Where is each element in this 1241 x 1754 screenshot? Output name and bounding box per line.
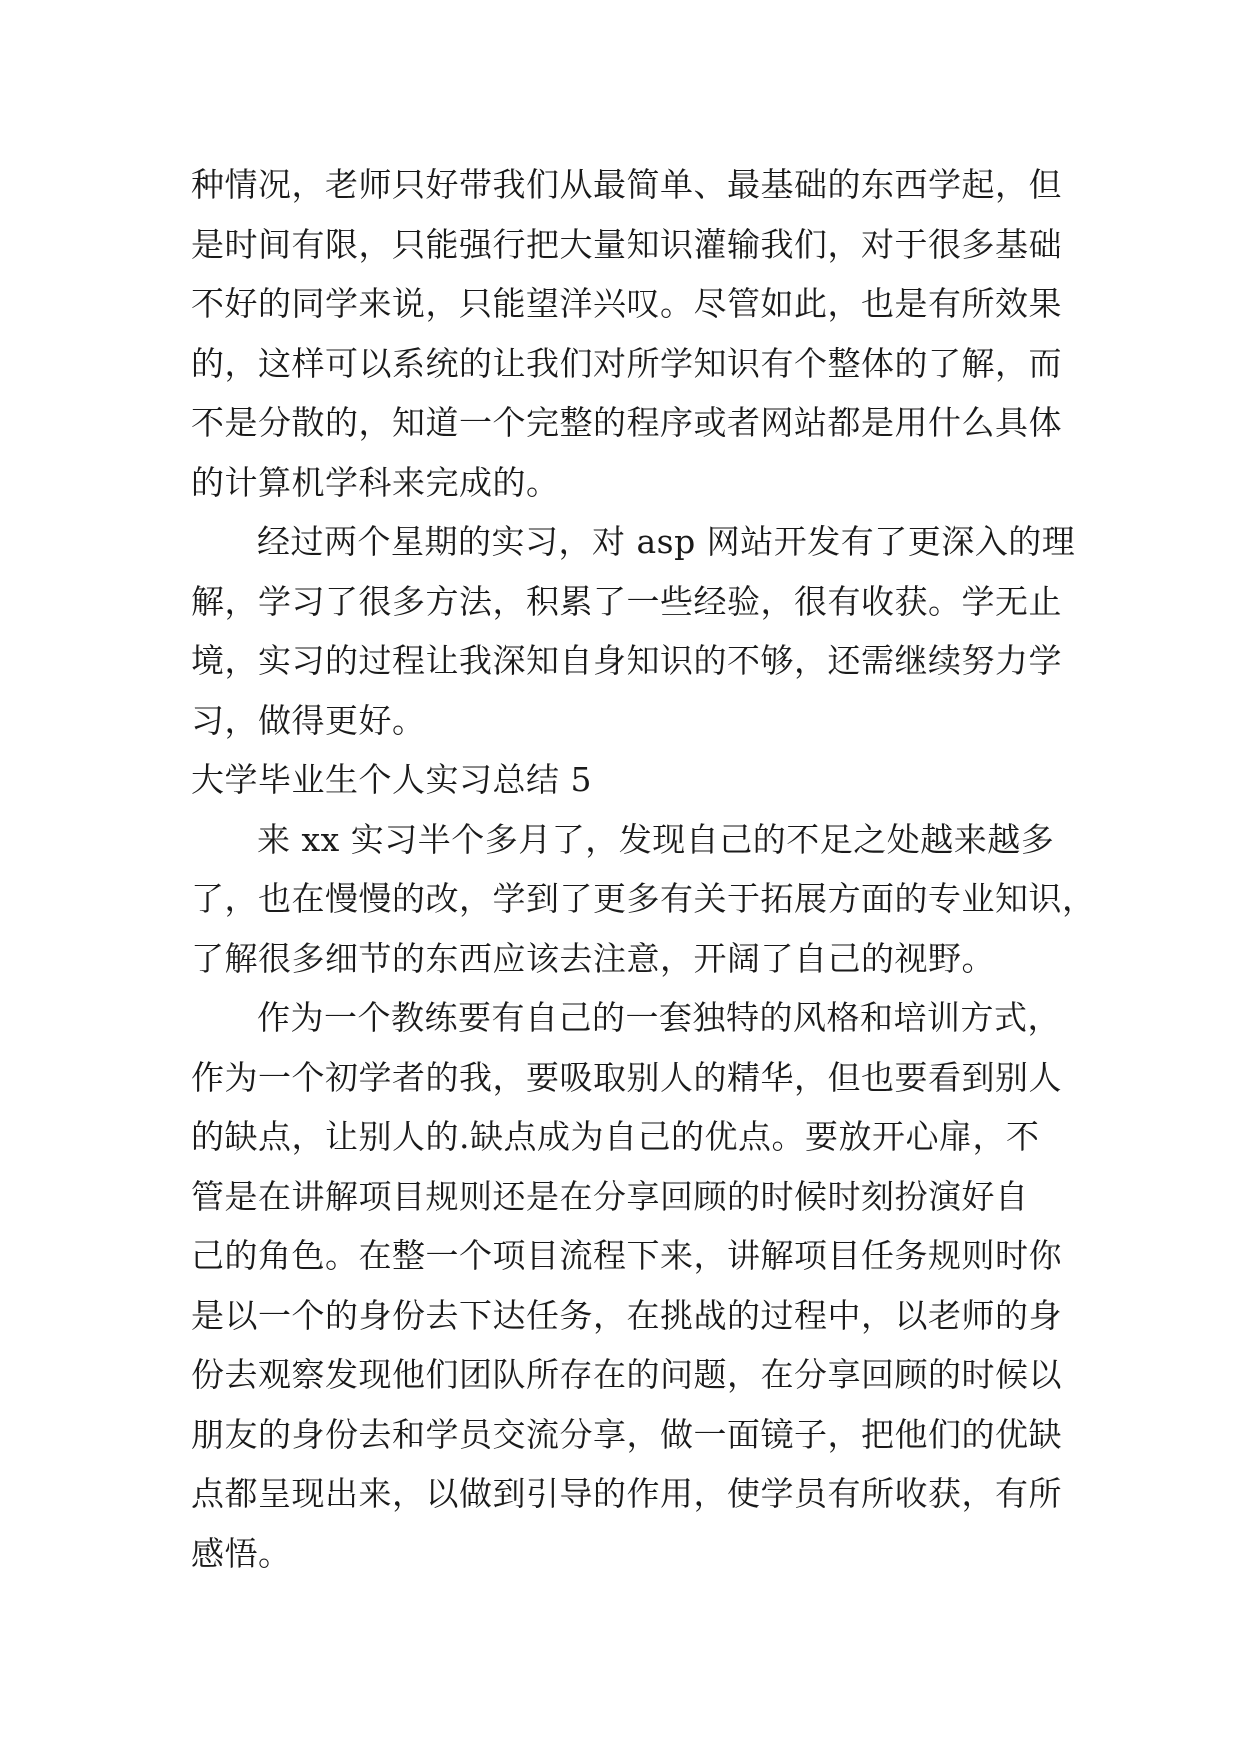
text-line: 己的角色。在整一个项目流程下来，讲解项目任务规则时你 [191,1236,1062,1275]
paragraph-1 [191,155,1062,512]
text-line: 朋友的身份去和学员交流分享，做一面镜子，把他们的优缺 [191,1414,1062,1454]
document-body [191,155,1096,1583]
text-line: 份去观察发现他们团队所存在的问题，在分享回顾的时候以 [191,1355,1062,1394]
text-line: 是时间有限，只能强行把大量知识灌输我们，对于很多基础 [191,224,1062,264]
text-line: 的缺点，让别人的.缺点成为自己的优点。要放开心扉，不 [191,1117,1040,1156]
paragraph-2 [191,512,1076,750]
text-line: 来 xx 实习半个多月了，发现自己的不足之处越来越多 [257,819,1055,859]
text-line: 的计算机学科来完成的。 [191,462,560,502]
text-line: 解，学习了很多方法，积累了一些经验，很有收获。学无止 [191,581,1062,621]
text-line: 感悟。 [191,1533,292,1573]
text-line: 不好的同学来说，只能望洋兴叹。尽管如此，也是有所效果 [191,284,1062,323]
text-line: 种情况，老师只好带我们从最简单、最基础的东西学起，但 [191,165,1062,204]
section-heading: 大学毕业生个人实习总结 5 [191,760,592,799]
text-line: 作为一个初学者的我，要吸取别人的精华，但也要看到别人 [191,1057,1062,1097]
text-line: 点都呈现出来，以做到引导的作用，使学员有所收获，有所 [191,1474,1062,1513]
text-line: 了，也在慢慢的改，学到了更多有关于拓展方面的专业知识， [191,879,1096,918]
text-line: 习，做得更好。 [191,700,426,740]
text-line: 经过两个星期的实习，对 asp 网站开发有了更深入的理 [257,522,1076,561]
text-line: 的，这样可以系统的让我们对所学知识有个整体的了解，而 [191,343,1062,383]
text-line: 境，实习的过程让我深知自身知识的不够，还需继续努力学 [191,641,1062,680]
text-line: 是以一个的身份去下达任务，在挑战的过程中，以老师的身 [191,1295,1062,1335]
paragraph-3 [191,810,1096,989]
text-line: 作为一个教练要有自己的一套独特的风格和培训方式， [257,998,1061,1037]
text-line: 管是在讲解项目规则还是在分享回顾的时候时刻扮演好自 [191,1176,1029,1216]
text-line: 了解很多细节的东西应该去注意，开阔了自己的视野。 [191,938,995,978]
text-line: 不是分散的，知道一个完整的程序或者网站都是用什么具体 [191,403,1062,442]
paragraph-4 [191,988,1062,1583]
